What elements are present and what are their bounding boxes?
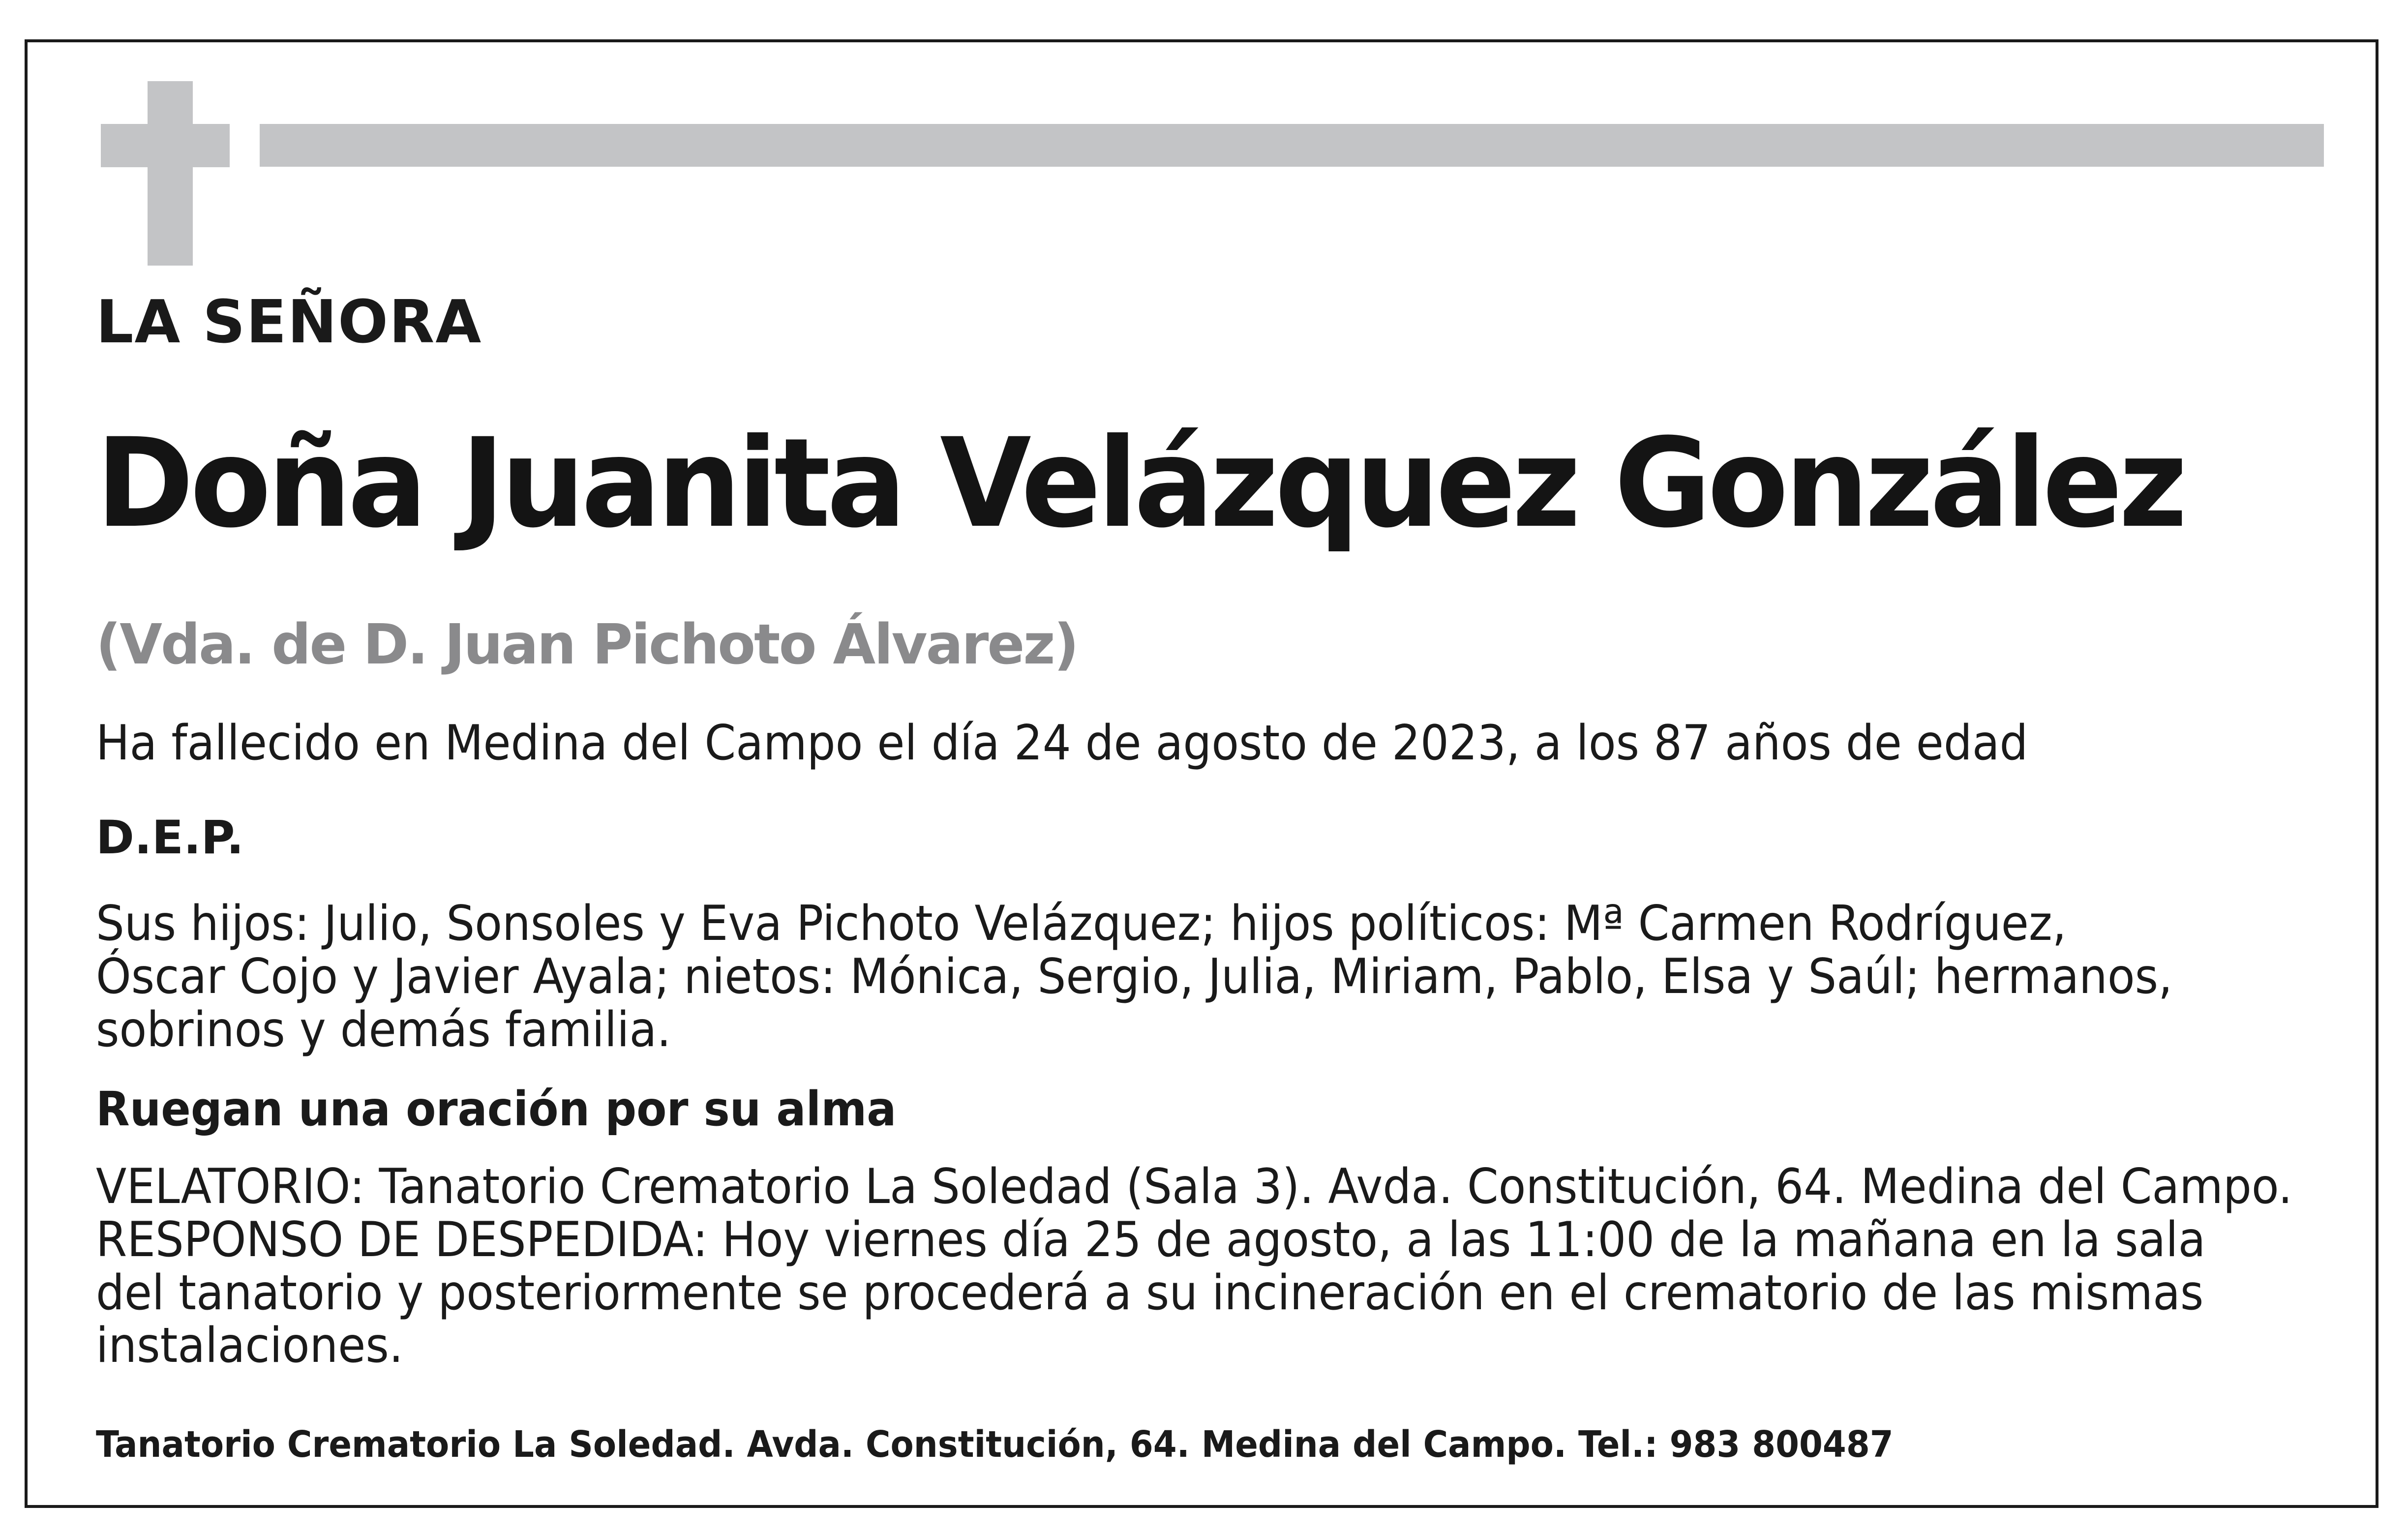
death-statement: Ha fallecido en Medina del Campo el día 24 de agosto de 2023, a los 87 años de edad [96,715,2028,771]
family-line: Sus hijos: Julio, Sonsoles y Eva Pichoto Velázquez; hijos políticos: Mª Carmen Rodríguez, [96,896,2067,952]
deceased-name: Doña Juanita Velázquez González [96,412,2184,555]
header-rule [260,124,2324,167]
family-line: Óscar Cojo y Javier Ayala; nietos: Mónica, Sergio, Julia, Miriam, Pablo, Elsa y Saúl; hermanos, [96,948,2173,1005]
family-line: sobrinos y demás familia. [96,1001,671,1058]
honorific: LA SEÑORA [96,288,482,357]
wake-line: instalaciones. [96,1318,403,1374]
wake-line: VELATORIO: Tanatorio Crematorio La Soledad (Sala 3). Avda. Constitución, 64. Medina del Campo. [96,1159,2292,1215]
cross-horizontal-beam [101,124,230,167]
family-paragraph [96,898,2172,1056]
rip-label: D.E.P. [96,811,244,865]
wake-line: RESPONSO DE DESPEDIDA: Hoy viernes día 25 de agosto, a las 11:00 de la mañana en la sala [96,1211,2206,1268]
widow-of: (Vda. de D. Juan Pichoto Álvarez) [96,613,1078,677]
prayer-request: Ruegan una oración por su alma [96,1082,897,1137]
wake-paragraph [96,1161,2292,1373]
wake-line: del tanatorio y posteriormente se procederá a su incineración en el crematorio de las mismas [96,1264,2204,1321]
funeral-home-footer: Tanatorio Crematorio La Soledad. Avda. Constitución, 64. Medina del Campo. Tel.: 983 800487 [96,1423,1894,1466]
cross-vertical-beam [148,81,193,266]
